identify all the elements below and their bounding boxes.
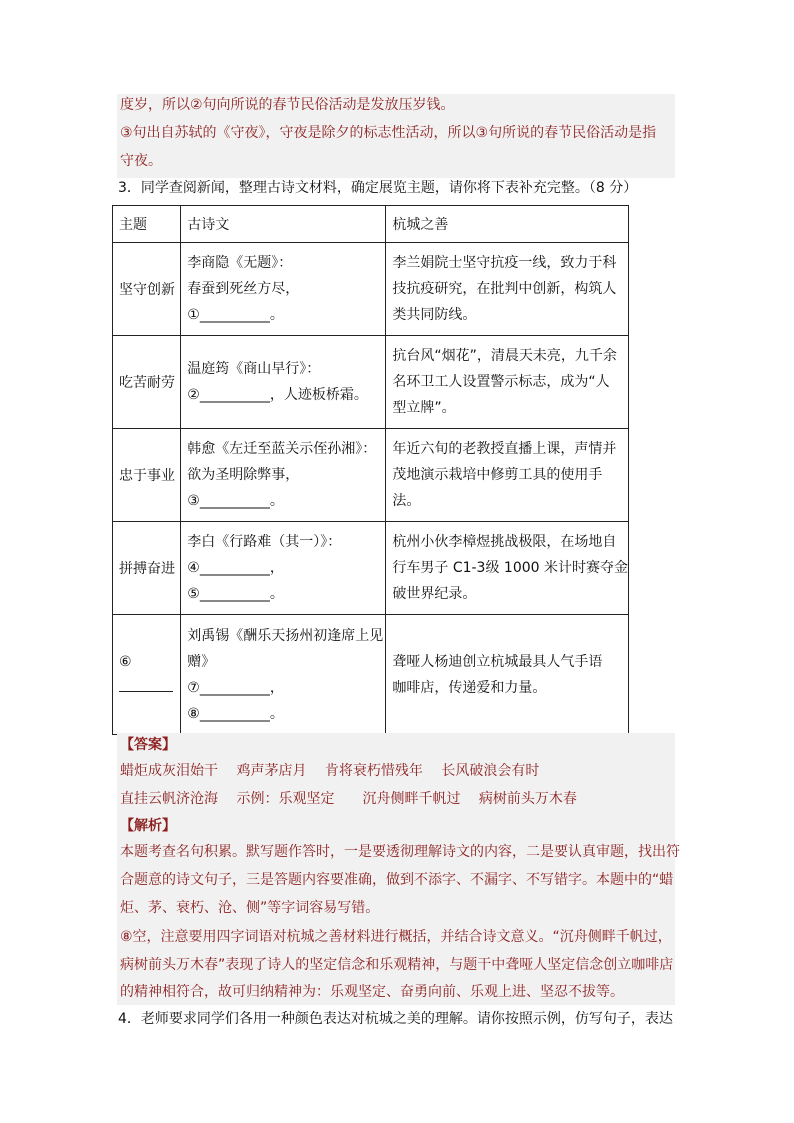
story-line: 技抗疫研究，在批判中创新，构筑人 [392,281,617,297]
poem-line: 李商隐《无题》： [187,255,293,271]
story-line: 年近六旬的老教授直播上课，声情并 [392,441,617,457]
row-story [386,522,629,615]
table-row [113,336,629,429]
table-header-row [113,206,629,243]
poem-line: ③__________。 [187,493,284,509]
analysis-line: 病树前头万木春”表现了诗人的坚定信念和乐观精神，与题干中聋哑人坚定信念创立咖啡店 [120,957,674,973]
story-line: 类共同防线。 [392,307,477,323]
story-line: 破世界纪录。 [392,586,477,602]
table-row [113,429,629,522]
poem-line: ⑧__________。 [187,705,284,722]
row-theme: 吃苦耐劳 [113,336,181,429]
question-3: 3．同学查阅新闻，整理古诗文材料，确定展览主题，请你将下表补充完整。（8 分） [118,180,638,196]
poem-line: ⑦__________， [187,679,284,696]
story-line: 杭州小伙李樟煜挑战极限，在场地自 [392,534,617,550]
row-poem [181,615,386,735]
analysis-line: 合题意的诗文句子，三是答题内容要准确，做到不添字、不漏字、不写错字。本题中的“蜡 [120,872,674,888]
story-line: 型立牌”。 [392,400,456,416]
table-row [113,522,629,615]
story-line: 抗台风“烟花”，清晨天未亮，九千余 [392,348,617,364]
analysis-line: 炬、茅、衰朽、沧、侧”等字词容易写错。 [120,900,380,916]
row-poem [181,336,386,429]
row-story [386,429,629,522]
row-poem [181,243,386,336]
poem-line: ②__________，人迹板桥霜。 [187,387,368,403]
analysis-line: 的精神相符合，故可归纳精神为：乐观坚定、奋勇向前、乐观上进、坚忍不拔等。 [120,984,624,1000]
row-story [386,615,629,735]
poem-line: 温庭筠《商山早行》： [187,361,321,377]
analysis-line: ⑧空，注意要用四字词语对杭城之善材料进行概括，并结合诗文意义。“沉舟侧畔千帆过， [120,929,672,945]
answer-title: 【答案】 [120,737,176,753]
story-line: 法。 [392,493,421,509]
table-row [113,243,629,336]
answer-line-2: 直挂云帆济沧海 示例：乐观坚定 沉舟侧畔千帆过 病树前头万木春 [120,791,577,807]
answer-line-1: 蜡炬成灰泪始干 鸡声茅店月 肯将衰朽惜残年 长风破浪会有时 [120,763,540,779]
row-story [386,243,629,336]
poetry-table [112,205,629,735]
story-line: 名环卫工人设置警示标志，成为“人 [392,374,610,390]
row-theme: 忠于事业 [113,429,181,522]
analysis-line: 本题考查名句积累。默写题作答时，一是要透彻理解诗文的内容，二是要认真审题，找出符 [120,844,680,860]
header-story: 杭城之善 [386,206,629,243]
poem-line: 李白《行路难（其一）》： [187,534,342,550]
poem-line: ⑤__________。 [187,586,284,602]
poem-line: ①__________。 [187,307,284,323]
row-poem [181,429,386,522]
theme-blank-line [119,677,173,692]
poem-line: ④__________， [187,560,284,576]
poem-line: 刘禹锡《酬乐天扬州初逢席上见 [187,627,384,644]
header-theme: 主题 [113,206,181,243]
continuation-line-2: ③句出自苏轼的《守夜》，守夜是除夕的标志性活动，所以③句所说的春节民俗活动是指 [120,125,657,141]
question-4: 4．老师要求同学们各用一种颜色表达对杭城之美的理解。请你按照示例，仿写句子，表达 [118,1011,673,1027]
theme-blank-number: ⑥ [119,653,132,670]
table-row [113,615,629,735]
row-theme [113,615,181,735]
story-line: 咖啡店，传递爱和力量。 [392,679,547,696]
analysis-title: 【解析】 [120,818,176,834]
poem-line: 赠》 [187,653,216,670]
continuation-line-3: 守夜。 [120,153,162,169]
poem-line: 春蚕到死丝方尽， [187,281,300,297]
row-story [386,336,629,429]
poem-line: 欲为圣明除弊事， [187,467,300,483]
continuation-line-1: 度岁，所以②句向所说的春节民俗活动是发放压岁钱。 [120,97,455,113]
row-poem [181,522,386,615]
header-poem: 古诗文 [181,206,386,243]
poem-line: 韩愈《左迁至蓝关示侄孙湘》： [187,441,377,457]
row-theme: 拼搏奋进 [113,522,181,615]
story-line: 聋哑人杨迪创立杭城最具人气手语 [392,653,603,670]
story-line: 行车男子 C1-3级 1000 米计时赛夺金 [392,560,628,576]
row-theme: 坚守创新 [113,243,181,336]
story-line: 茂地演示栽培中修剪工具的使用手 [392,467,603,483]
story-line: 李兰娟院士坚守抗疫一线，致力于科 [392,255,617,271]
